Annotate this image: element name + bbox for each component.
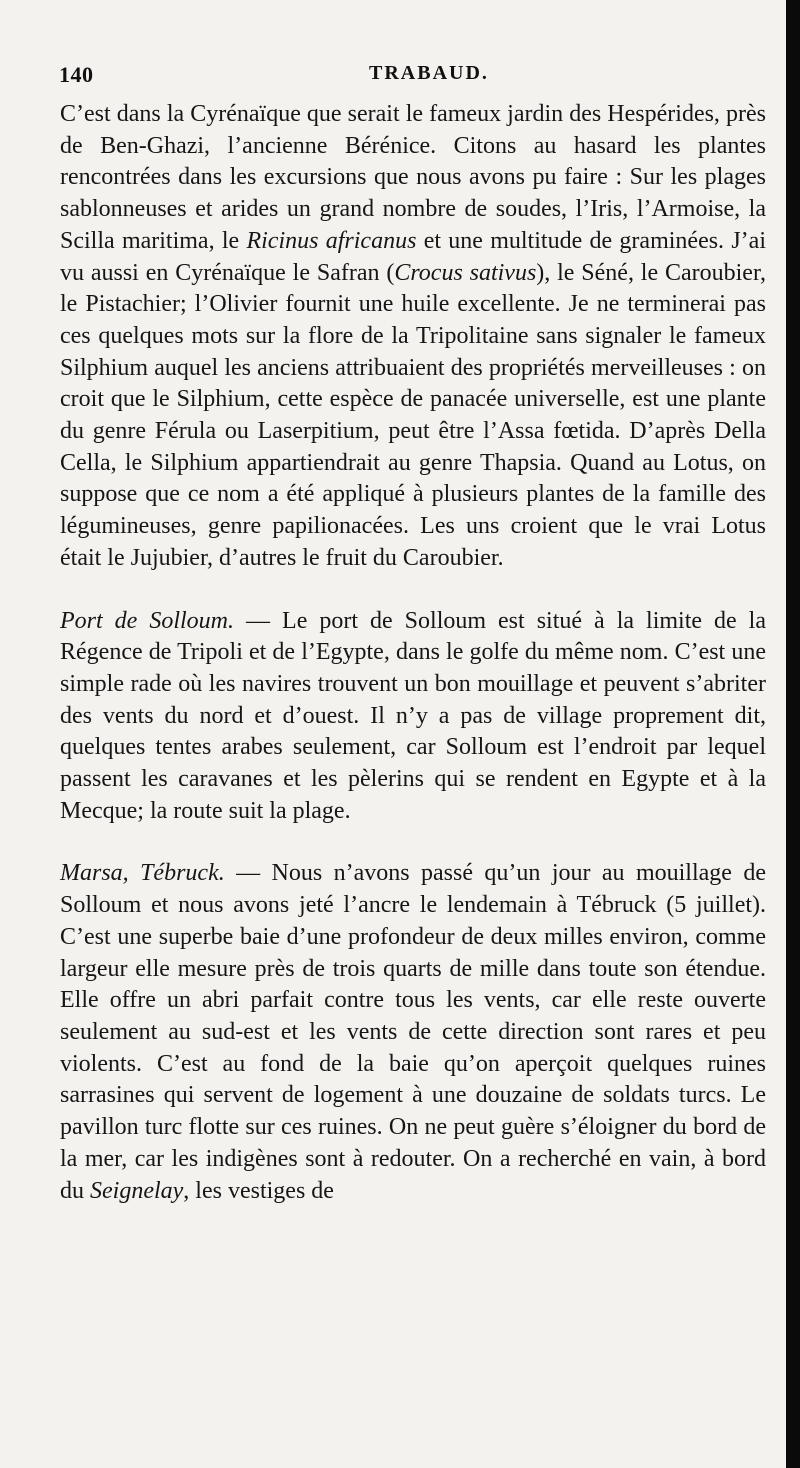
paragraph-flora xyxy=(60,99,766,575)
italic-term: Seignelay xyxy=(90,1177,184,1204)
text-segment: — Le port de Solloum est situé à la limite de la Régence de Tripoli et de l’Egypte, dans le golfe du même nom. C’est une simple rade où les navires trouvent un bon mouillage et peuvent s’abriter des vents du nord et d’ouest. Il n’y a pas de village proprement dit, quelques tentes arabes seulement, car Solloum est l’endroit par lequel passent les caravanes et les pèlerins qui se rendent en Egypte et à la Mecque; la route suit la plage. xyxy=(60,607,766,824)
section-run-in-heading: Port de Solloum. xyxy=(60,607,235,634)
paragraph-port-de-solloum xyxy=(60,606,766,828)
italic-term: Crocus sativus xyxy=(394,259,537,286)
page-header xyxy=(59,62,741,90)
text-segment: ), le Séné, le Caroubier, le Pistachier; l’Olivier fournit une huile excellente. Je ne terminerai pas ces quelques mots sur la flore de la Tripolitaine sans signaler le fameux Silphium auquel les anciens attribuaient des propriétés merveilleuses : on croit que le Silphium, cette espèce de panacée universelle, est une plante du genre Férula ou Laserpitium, peut être l’Assa fœtida. D’après Della Cella, le Silphium appartiendrait au genre Thapsia. Quand au Lotus, on suppose que ce nom a été appliqué à plusieurs plantes de la famille des légumineuses, genre papilionacées. Les uns croient que le vrai Lotus était le Jujubier, d’autres le fruit du Caroubier. xyxy=(60,259,766,571)
text-segment: — Nous n’avons passé qu’un jour au mouillage de Solloum et nous avons jeté l’ancre le lendemain à Tébruck (5 juillet). C’est une superbe baie d’une profondeur de deux milles environ, comme largeur elle mesure près de trois quarts de mille dans toute son étendue. Elle offre un abri parfait contre tous les vents, car elle reste ouverte seulement au sud-est et les vents de cette direction sont rares et peu violents. C’est au fond de la baie qu’on aperçoit quelques ruines sarrasines qui servent de logement à une douzaine de soldats turcs. Le pavillon turc flotte sur ces ruines. On ne peut guère s’éloigner du bord de la mer, car les indigènes sont à redouter. On a recherché en vain, à bord du xyxy=(60,860,766,1204)
text-segment: et une multitude de graminées. J’ai vu aussi en Cyrénaïque le Safran ( xyxy=(60,227,766,286)
page-number: 140 xyxy=(59,62,94,87)
italic-term: Ricinus africanus xyxy=(246,227,417,254)
text-segment: C’est dans la Cyrénaïque que serait le fameux jardin des Hespérides, près de Ben-Ghazi, l’ancienne Bérénice. Citons au hasard les plantes rencontrées dans les excursions que nous avons pu faire : Sur les plages sablonneuses et arides un grand nombre de soudes, l’Iris, l’Armoise, la Scilla maritima, le xyxy=(60,101,766,254)
body-text xyxy=(60,99,766,1207)
text-segment: , les vestiges de xyxy=(183,1177,334,1204)
section-run-in-heading: Marsa, Tébruck. xyxy=(60,860,225,887)
running-head: TRABAUD. xyxy=(369,62,489,84)
scan-edge-shadow xyxy=(786,0,800,1468)
paragraph-marsa-tebruck xyxy=(60,858,766,1207)
